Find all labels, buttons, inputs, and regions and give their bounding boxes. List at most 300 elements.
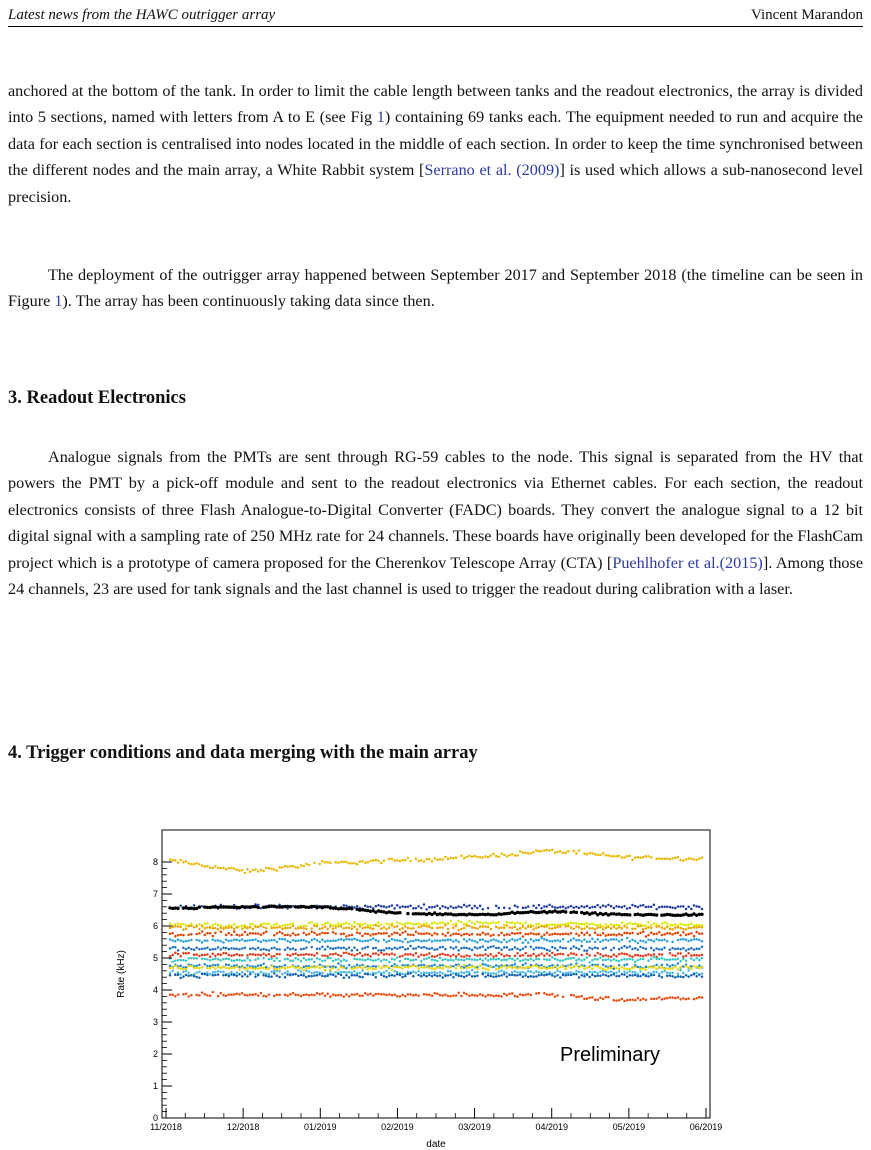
y-tick-label: 0 <box>152 1113 158 1123</box>
data-point <box>297 933 300 936</box>
data-point <box>318 958 321 961</box>
data-point <box>187 952 190 955</box>
data-point <box>364 926 367 929</box>
data-point <box>198 939 201 942</box>
data-point <box>236 959 239 962</box>
data-point <box>179 859 182 862</box>
data-point <box>468 938 471 941</box>
data-point <box>300 995 303 998</box>
data-point <box>559 940 562 943</box>
citation-link-puehlhofer[interactable]: Puehlhofer et al.(2015) <box>612 553 763 572</box>
data-point <box>631 958 634 961</box>
data-point <box>474 946 477 949</box>
data-point <box>653 933 656 936</box>
data-point <box>409 972 412 975</box>
data-point <box>572 945 575 948</box>
data-point <box>463 923 466 926</box>
data-point <box>329 965 332 968</box>
data-point <box>674 926 677 929</box>
data-point <box>487 954 490 957</box>
data-point <box>375 859 378 862</box>
data-point <box>605 905 608 908</box>
data-point <box>249 994 252 997</box>
data-point <box>364 905 367 908</box>
data-point <box>441 933 444 936</box>
data-point <box>284 938 287 941</box>
data-point <box>425 922 428 925</box>
data-point <box>490 946 493 949</box>
data-point <box>241 954 244 957</box>
data-point <box>666 932 669 935</box>
data-point <box>449 857 452 860</box>
data-point <box>396 921 399 924</box>
data-point <box>393 975 396 978</box>
data-point <box>487 969 490 972</box>
data-point <box>423 993 426 996</box>
x-tick-label: 06/2019 <box>689 1122 723 1132</box>
data-point <box>487 926 490 929</box>
data-point <box>388 923 391 926</box>
data-point <box>305 969 308 972</box>
data-point <box>179 959 182 962</box>
data-point <box>391 969 394 972</box>
data-point <box>431 955 434 958</box>
data-point <box>334 940 337 943</box>
data-point <box>607 971 610 974</box>
data-point <box>490 972 493 975</box>
data-point <box>425 972 428 975</box>
data-point <box>284 972 287 975</box>
data-point <box>351 934 354 937</box>
data-point <box>326 861 329 864</box>
data-point <box>498 975 501 978</box>
data-point <box>583 958 586 961</box>
data-point <box>351 938 354 941</box>
data-point <box>482 938 485 941</box>
data-point <box>637 975 640 978</box>
data-point <box>377 949 380 952</box>
data-point <box>284 994 287 997</box>
data-point <box>580 923 583 926</box>
data-point <box>514 854 517 857</box>
data-point <box>391 952 394 955</box>
data-point <box>260 934 263 937</box>
data-point <box>548 849 551 852</box>
data-point <box>420 946 423 949</box>
data-point <box>380 960 383 963</box>
data-point <box>661 957 664 960</box>
data-point <box>677 947 680 950</box>
data-point <box>391 994 394 997</box>
data-point <box>484 957 487 960</box>
data-point <box>356 928 359 931</box>
data-point <box>447 907 450 910</box>
data-point <box>444 906 447 909</box>
data-point <box>687 940 690 943</box>
data-point <box>498 934 501 937</box>
data-point <box>602 928 605 931</box>
data-point <box>217 939 220 942</box>
text-segment: ]. Among those 24 channels, 23 are used for tank signals and the last channel is used to trigger the readout during calibration with a laser. <box>8 553 864 599</box>
data-point <box>669 968 672 971</box>
data-point <box>428 926 431 929</box>
data-point <box>500 966 503 969</box>
data-point <box>626 855 629 858</box>
data-point <box>286 966 289 969</box>
data-point <box>431 967 434 970</box>
data-point <box>682 928 685 931</box>
data-point <box>492 966 495 969</box>
data-point <box>677 926 680 929</box>
data-point <box>564 968 567 971</box>
data-point <box>690 967 693 970</box>
data-point <box>572 953 575 956</box>
data-point <box>658 958 661 961</box>
data-point <box>356 939 359 942</box>
data-point <box>647 921 650 924</box>
data-point <box>195 966 198 969</box>
data-point <box>583 852 586 855</box>
data-point <box>377 958 380 961</box>
data-point <box>420 960 423 963</box>
data-point <box>500 995 503 998</box>
data-point <box>677 939 680 942</box>
data-point <box>415 923 418 926</box>
data-point <box>276 941 279 944</box>
data-point <box>396 947 399 950</box>
data-point <box>391 965 394 968</box>
data-point <box>546 967 549 970</box>
data-point <box>310 958 313 961</box>
data-point <box>433 992 436 995</box>
data-point <box>412 994 415 997</box>
data-point <box>591 974 594 977</box>
data-point <box>583 998 586 1001</box>
data-point <box>642 931 645 934</box>
data-point <box>343 861 346 864</box>
data-point <box>383 993 386 996</box>
data-point <box>559 976 562 979</box>
data-point <box>690 965 693 968</box>
data-point <box>671 928 674 931</box>
data-point <box>399 860 402 863</box>
data-point <box>543 947 546 950</box>
data-point <box>441 959 444 962</box>
data-point <box>367 968 370 971</box>
data-point <box>564 852 567 855</box>
data-point <box>519 973 522 976</box>
data-point <box>570 957 573 960</box>
data-point <box>302 974 305 977</box>
data-point <box>578 934 581 937</box>
data-point <box>645 924 648 927</box>
data-point <box>174 995 177 998</box>
data-point <box>567 971 570 974</box>
data-point <box>244 947 247 950</box>
data-point <box>222 971 225 974</box>
data-point <box>495 947 498 950</box>
data-point <box>465 933 468 936</box>
data-point <box>361 969 364 972</box>
data-point <box>209 932 212 935</box>
data-point <box>647 959 650 962</box>
data-point <box>396 966 399 969</box>
data-point <box>514 904 517 907</box>
data-point <box>602 968 605 971</box>
data-point <box>313 966 316 969</box>
data-point <box>572 994 575 997</box>
data-point <box>610 970 613 973</box>
data-point <box>548 940 551 943</box>
data-point <box>171 967 174 970</box>
data-point <box>653 953 656 956</box>
data-point <box>300 953 303 956</box>
data-point <box>535 958 538 961</box>
data-point <box>613 973 616 976</box>
data-point <box>639 958 642 961</box>
data-point <box>567 940 570 943</box>
data-point <box>610 967 613 970</box>
data-point <box>236 953 239 956</box>
data-point <box>417 967 420 970</box>
data-point <box>364 953 367 956</box>
data-point <box>621 947 624 950</box>
data-point <box>214 967 217 970</box>
data-point <box>506 994 509 997</box>
data-point <box>190 957 193 960</box>
data-point <box>276 869 279 872</box>
data-point <box>302 953 305 956</box>
data-point <box>444 856 447 859</box>
data-point <box>415 958 418 961</box>
data-point <box>508 957 511 960</box>
data-point <box>206 994 209 997</box>
data-point <box>367 861 370 864</box>
data-point <box>270 939 273 942</box>
citation-link-serrano[interactable]: Serrano et al. (2009) <box>424 161 560 180</box>
data-point <box>621 934 624 937</box>
data-point <box>260 948 263 951</box>
data-point <box>460 934 463 937</box>
figure-link[interactable]: 1 <box>376 108 385 127</box>
data-point <box>626 923 629 926</box>
data-point <box>385 970 388 973</box>
data-point <box>294 866 297 869</box>
data-point <box>273 934 276 937</box>
data-point <box>679 969 682 972</box>
data-point <box>393 939 396 942</box>
data-point <box>359 976 362 979</box>
data-point <box>260 964 263 967</box>
data-point <box>238 993 241 996</box>
data-point <box>380 905 383 908</box>
data-point <box>538 933 541 936</box>
data-point <box>302 957 305 960</box>
data-point <box>522 851 525 854</box>
data-point <box>484 995 487 998</box>
data-point <box>580 945 583 948</box>
data-point <box>292 953 295 956</box>
data-point <box>225 938 228 941</box>
data-point <box>655 938 658 941</box>
data-point <box>417 905 420 908</box>
data-point <box>610 927 613 930</box>
data-point <box>412 965 415 968</box>
data-point <box>535 907 538 910</box>
text-segment: ] is used which allows a sub-nanosecond level precision. <box>8 161 863 206</box>
data-point <box>393 931 396 934</box>
data-point <box>265 927 268 930</box>
data-point <box>637 948 640 951</box>
data-point <box>254 968 257 971</box>
data-point <box>455 946 458 949</box>
data-point <box>647 926 650 929</box>
data-point <box>498 995 501 998</box>
data-point <box>425 940 428 943</box>
data-point <box>682 938 685 941</box>
data-point <box>484 949 487 952</box>
data-point <box>449 995 452 998</box>
data-point <box>268 973 271 976</box>
data-point <box>246 957 249 960</box>
data-point <box>468 973 471 976</box>
data-point <box>367 940 370 943</box>
data-point <box>674 907 677 910</box>
data-point <box>685 998 688 1001</box>
data-point <box>482 994 485 997</box>
data-point <box>353 954 356 957</box>
data-point <box>578 971 581 974</box>
data-point <box>399 946 402 949</box>
data-point <box>570 922 573 925</box>
data-point <box>642 904 645 907</box>
data-point <box>187 957 190 960</box>
data-point <box>230 939 233 942</box>
data-point <box>351 972 354 975</box>
data-point <box>586 931 589 934</box>
data-point <box>209 926 212 929</box>
data-point <box>516 939 519 942</box>
data-point <box>190 933 193 936</box>
data-point <box>372 859 375 862</box>
data-point <box>305 959 308 962</box>
data-point <box>359 925 362 928</box>
data-point <box>420 966 423 969</box>
data-point <box>326 957 329 960</box>
data-point <box>570 974 573 977</box>
data-point <box>313 994 316 997</box>
data-point <box>412 947 415 950</box>
data-point <box>300 970 303 973</box>
data-point <box>375 947 378 950</box>
data-point <box>273 960 276 963</box>
data-point <box>439 974 442 977</box>
data-point <box>452 923 455 926</box>
data-point <box>268 958 271 961</box>
data-point <box>578 907 581 910</box>
data-point <box>663 970 666 973</box>
data-point <box>508 926 511 929</box>
data-point <box>228 973 231 976</box>
data-point <box>591 906 594 909</box>
data-point <box>337 861 340 864</box>
data-point <box>407 905 410 908</box>
data-point <box>391 858 394 861</box>
data-point <box>551 940 554 943</box>
data-point <box>305 976 308 979</box>
figure-link[interactable]: 1 <box>54 292 63 311</box>
data-point <box>674 958 677 961</box>
data-point <box>308 975 311 978</box>
data-point <box>364 992 367 995</box>
data-point <box>273 967 276 970</box>
data-point <box>482 967 485 970</box>
data-point <box>294 973 297 976</box>
data-point <box>506 975 509 978</box>
data-point <box>201 865 204 868</box>
data-point <box>431 860 434 863</box>
data-point <box>174 952 177 955</box>
data-point <box>417 964 420 967</box>
data-point <box>228 954 231 957</box>
data-point <box>324 966 327 969</box>
data-point <box>265 923 268 926</box>
data-point <box>364 965 367 968</box>
data-point <box>364 959 367 962</box>
data-point <box>444 974 447 977</box>
data-point <box>353 974 356 977</box>
data-point <box>351 974 354 977</box>
data-point <box>495 922 498 925</box>
data-point <box>302 948 305 951</box>
data-point <box>278 866 281 869</box>
data-point <box>425 858 428 861</box>
data-point <box>498 947 501 950</box>
data-point <box>439 926 442 929</box>
data-point <box>201 957 204 960</box>
data-point <box>201 941 204 944</box>
data-point <box>583 906 586 909</box>
data-point <box>532 851 535 854</box>
data-point <box>479 933 482 936</box>
data-point <box>639 999 642 1002</box>
data-point <box>206 865 209 868</box>
data-point <box>310 927 313 930</box>
data-point <box>572 906 575 909</box>
data-point <box>257 974 260 977</box>
data-point <box>679 938 682 941</box>
data-point <box>185 940 188 943</box>
data-point <box>567 933 570 936</box>
data-point <box>439 907 442 910</box>
data-point <box>230 971 233 974</box>
data-point <box>679 948 682 951</box>
data-point <box>254 932 257 935</box>
data-point <box>586 922 589 925</box>
data-point <box>527 905 530 908</box>
data-point <box>674 923 677 926</box>
data-point <box>348 976 351 979</box>
data-point <box>284 927 287 930</box>
data-point <box>559 850 562 853</box>
data-point <box>514 926 517 929</box>
data-point <box>399 922 402 925</box>
data-point <box>388 926 391 929</box>
data-point <box>356 931 359 934</box>
data-point <box>241 975 244 978</box>
data-point <box>471 969 474 972</box>
data-point <box>623 925 626 928</box>
